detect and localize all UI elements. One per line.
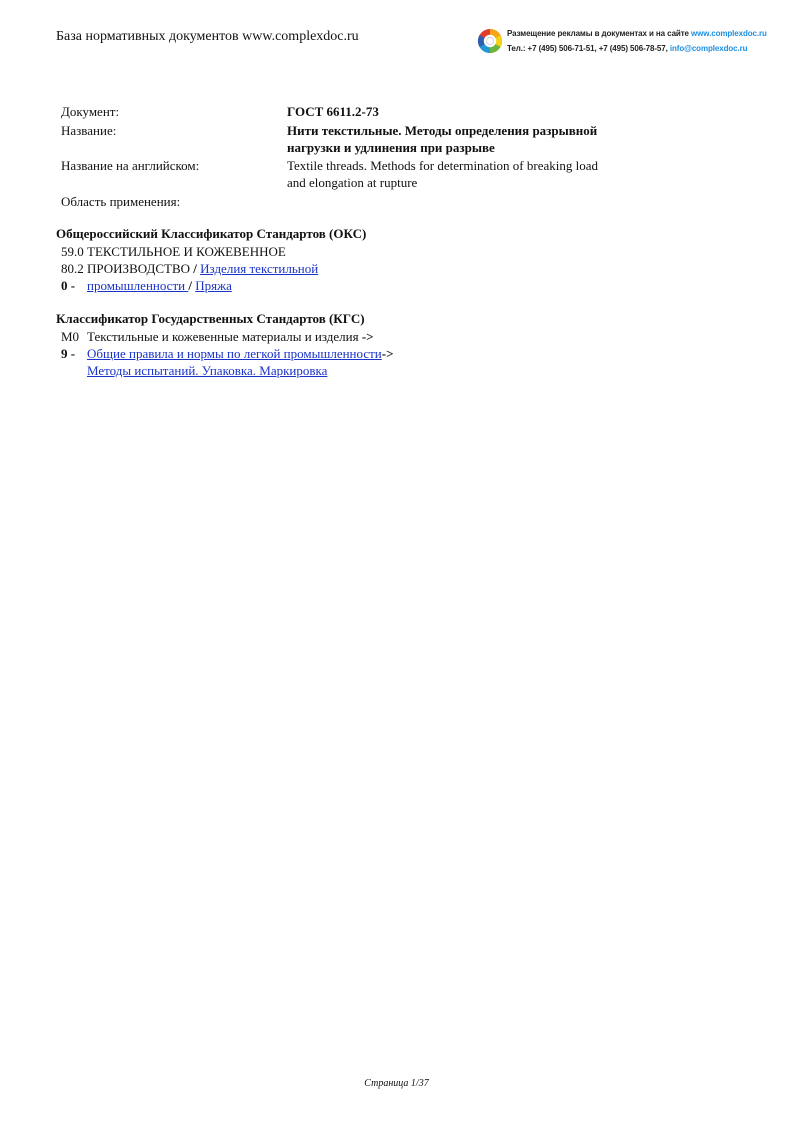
- separator: /: [188, 278, 192, 293]
- kgs-text: Текстильные и кожевенные материалы и изделия: [87, 329, 359, 344]
- oks-text: ТЕКСТИЛЬНОЕ И КОЖЕВЕННОЕ: [87, 244, 286, 259]
- oks-link-textile-products[interactable]: Изделия текстильной: [200, 261, 319, 276]
- oks-text: ПРОИЗВОДСТВО: [87, 261, 191, 276]
- document-value: ГОСТ 6611.2-73: [287, 104, 379, 119]
- oks-link-yarn[interactable]: Пряжа: [195, 278, 232, 293]
- name-label: Название:: [61, 123, 117, 138]
- oks-row-3: [61, 277, 75, 294]
- oks-row-3-links: [87, 277, 232, 294]
- ad-email-link[interactable]: info@complexdoc.ru: [669, 44, 748, 53]
- complexdoc-logo-icon: [477, 28, 503, 54]
- kgs-heading: Классификатор Государственных Стандартов (КГС): [56, 311, 365, 326]
- kgs-row-2-text: [87, 345, 394, 362]
- ad-site-link[interactable]: www.complexdoc.ru: [691, 29, 767, 38]
- kgs-row-1: [61, 328, 79, 345]
- document-label: Документ:: [61, 104, 120, 119]
- oks-row-1: [61, 243, 286, 260]
- name-value-line-1: Нити текстильные. Методы определения разрывной: [287, 123, 598, 138]
- ad-line-2: [507, 44, 747, 53]
- scope-label: Область применения:: [61, 194, 181, 209]
- oks-link-industry[interactable]: промышленности: [87, 278, 189, 293]
- oks-heading: Общероссийский Классификатор Стандартов (ОКС): [56, 226, 367, 241]
- ad-line-2-text: Тел.: +7 (495) 506-71-51, +7 (495) 506-78-57,: [507, 44, 670, 53]
- kgs-code: 9 -: [61, 346, 76, 361]
- english-name-label: Название на английском:: [61, 158, 200, 173]
- ad-line-1: [507, 29, 767, 38]
- name-value-line-2: нагрузки и удлинения при разрыве: [287, 140, 495, 155]
- ad-line-1-text: Размещение рекламы в документах и на сайте: [507, 29, 692, 38]
- oks-code: 59.0: [61, 244, 84, 259]
- kgs-row-1-text: [87, 328, 374, 345]
- english-name-line-2: and elongation at rupture: [287, 175, 418, 190]
- oks-code: 80.2: [61, 261, 84, 276]
- arrow: ->: [381, 346, 394, 361]
- arrow: ->: [361, 329, 374, 344]
- page-number: Страница 1/37: [364, 1078, 429, 1089]
- oks-row-2: [61, 260, 318, 277]
- separator: /: [193, 261, 197, 276]
- kgs-row-3: [87, 362, 327, 379]
- kgs-code: М0: [61, 329, 80, 344]
- english-name-line-1: Textile threads. Methods for determination of breaking load: [287, 158, 598, 173]
- kgs-link-general-rules[interactable]: Общие правила и нормы по легкой промышленности: [87, 346, 382, 361]
- kgs-row-2: [61, 345, 75, 362]
- kgs-link-test-methods[interactable]: Методы испытаний. Упаковка. Маркировка: [87, 363, 328, 378]
- oks-code: 0 -: [61, 278, 76, 293]
- site-title: База нормативных документов www.complexdoc.ru: [56, 29, 359, 44]
